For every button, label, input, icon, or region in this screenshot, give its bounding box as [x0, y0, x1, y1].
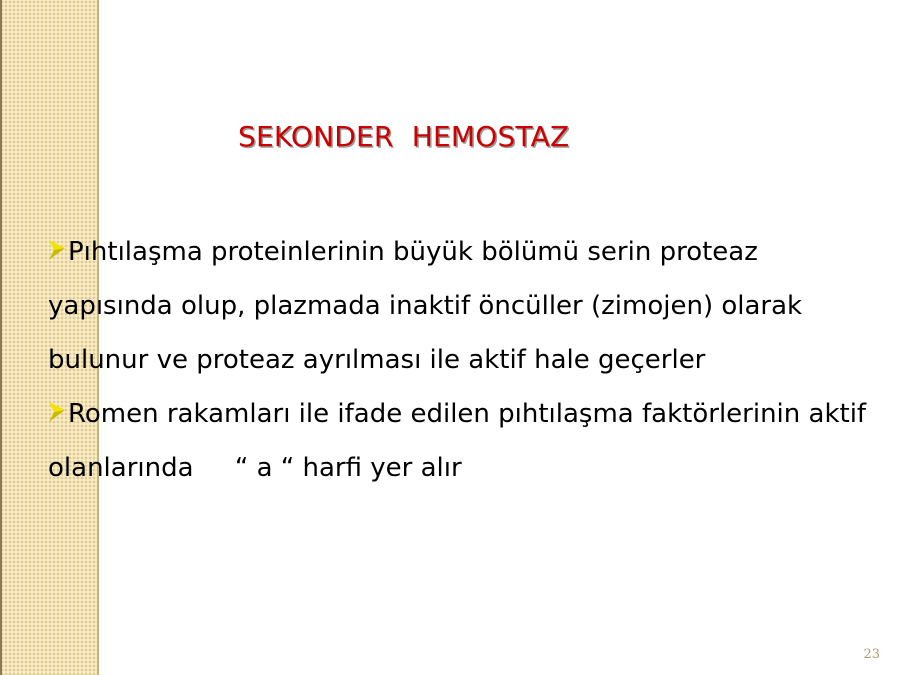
bullet-text: Romen rakamları ile ifade edilen pıhtılaşma faktörlerinin aktif olanlarında “ a “ harfi yer alır	[48, 399, 875, 483]
slide-body	[48, 225, 878, 495]
bullet-text: Pıhtılaşma proteinlerinin büyük bölümü serin proteaz yapısında olup, plazmada inaktif öncüller (zimojen) olarak bulunur ve proteaz ayrılması ile aktif hale geçerler	[48, 237, 803, 375]
bullet-item-1	[48, 225, 878, 387]
slide-title: SEKONDER HEMOSTAZ	[238, 120, 570, 153]
arrowhead-bullet-icon	[48, 239, 66, 261]
arrowhead-bullet-icon	[48, 401, 66, 423]
page-number: 23	[863, 647, 880, 662]
bullet-item-2	[48, 387, 878, 495]
